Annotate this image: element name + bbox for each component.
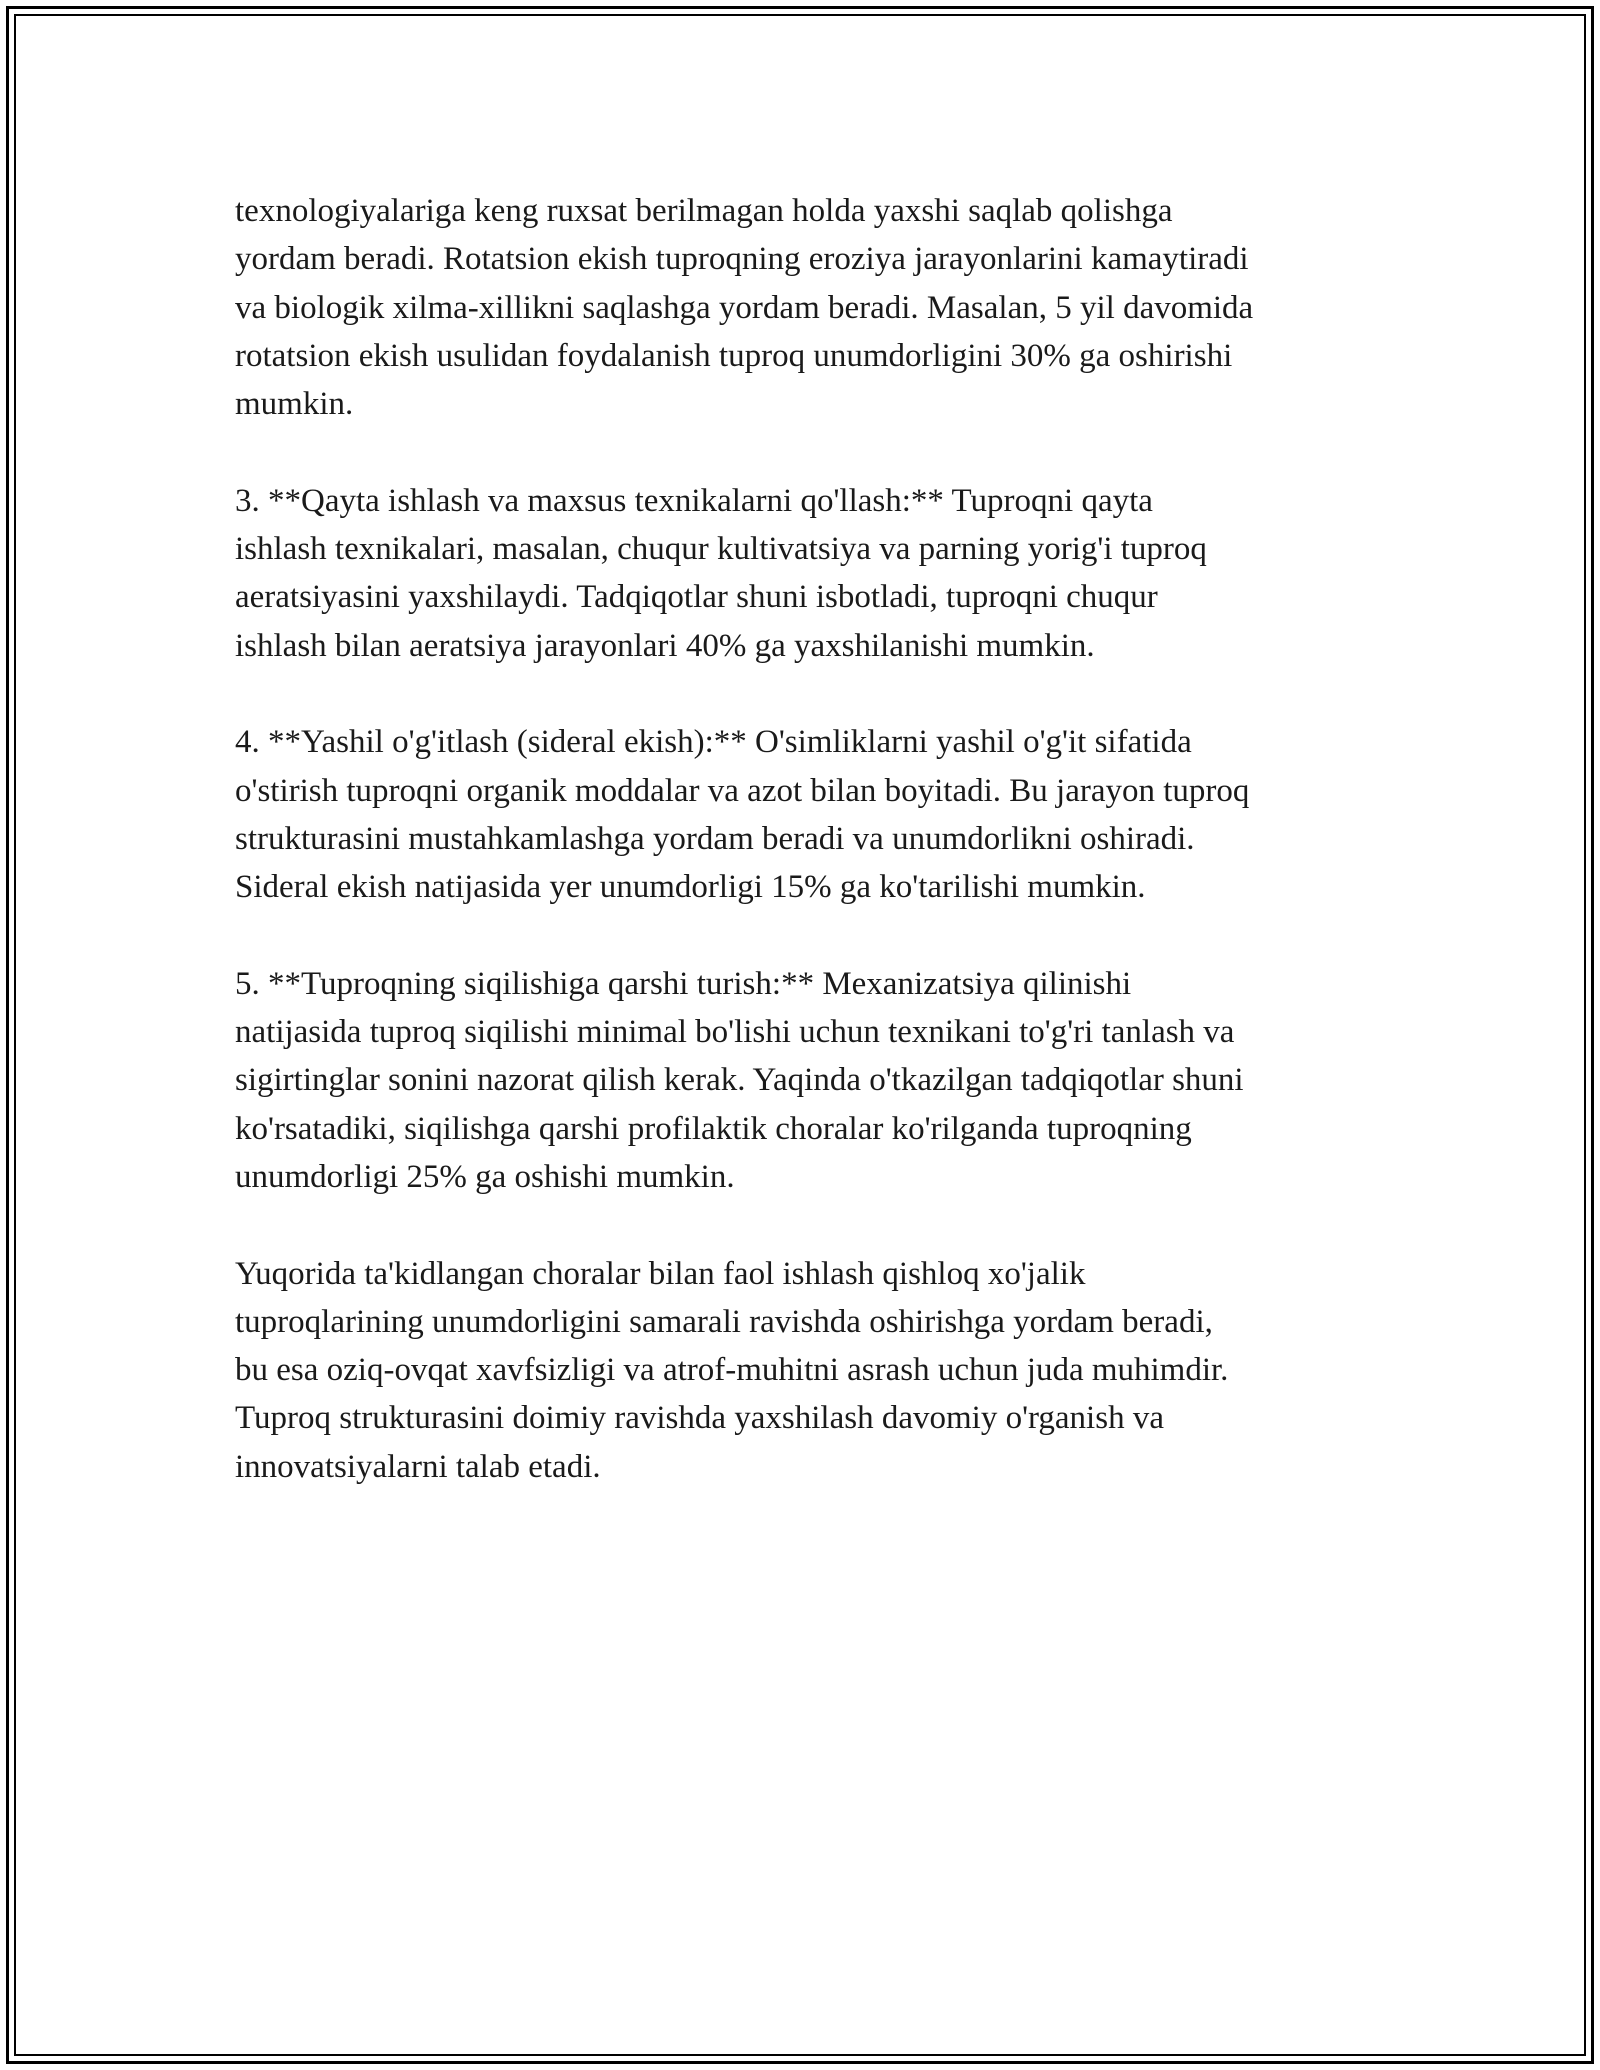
paragraph-green-manure: 4. **Yashil o'g'itlash (sideral ekish):** O'simliklarni yashil o'g'it sifatida o'stirish tuproqni organik moddalar va azot bilan boyitadi. Bu jarayon tuproq strukturasini mustahkamlashga yordam beradi va unumdorlikni oshiradi. Sideral ekish natijasida yer unumdorligi 15% ga ko'tarilishi mumkin. [235,724,1250,906]
document-body [235,187,1380,1539]
paragraph-conclusion: Yuqorida ta'kidlangan choralar bilan faol ishlash qishloq xo'jalik tuproqlarining unumdorligini samarali ravishda oshirishga yordam beradi, bu esa oziq-ovqat xavfsizligi va atrof-muhitni asrash uchun juda muhimdir. Tuproq strukturasini doimiy ravishda yaxshilash davomiy o'rganish va innovatsiyalarni talab etadi. [235,1255,1229,1485]
paragraph-soil-compaction: 5. **Tuproqning siqilishiga qarshi turish:** Mexanizatsiya qilinishi natijasida tuproq siqilishi minimal bo'lishi uchun texnikani to'g'ri tanlash va sigirtinglar sonini nazorat qilish kerak. Yaqinda o'tkazilgan tadqiqotlar shuni ko'rsatadiki, siqilishga qarshi profilaktik choralar ko'rilganda tuproqning unumdorligi 25% ga oshishi mumkin. [235,965,1244,1195]
paragraph-tillage: 3. **Qayta ishlash va maxsus texnikalarni qo'llash:** Tuproqni qayta ishlash texnikalari, masalan, chuqur kultivatsiya va parning yorig'i tuproq aeratsiyasini yaxshilaydi. Tadqiqotlar shuni isbotladi, tuproqni chuqur ishlash bilan aeratsiya jarayonlari 40% ga yaxshilanishi mumkin. [235,482,1207,664]
paragraph-crop-rotation: texnologiyalariga keng ruxsat berilmagan holda yaxshi saqlab qolishga yordam beradi. Rotatsion ekish tuproqning eroziya jarayonlarini kamaytiradi va biologik xilma-xillikni saqlashga yordam beradi. Masalan, 5 yil davomida rotatsion ekish usulidan foydalanish tuproq unumdorligini 30% ga oshirishi mumkin. [235,193,1254,423]
